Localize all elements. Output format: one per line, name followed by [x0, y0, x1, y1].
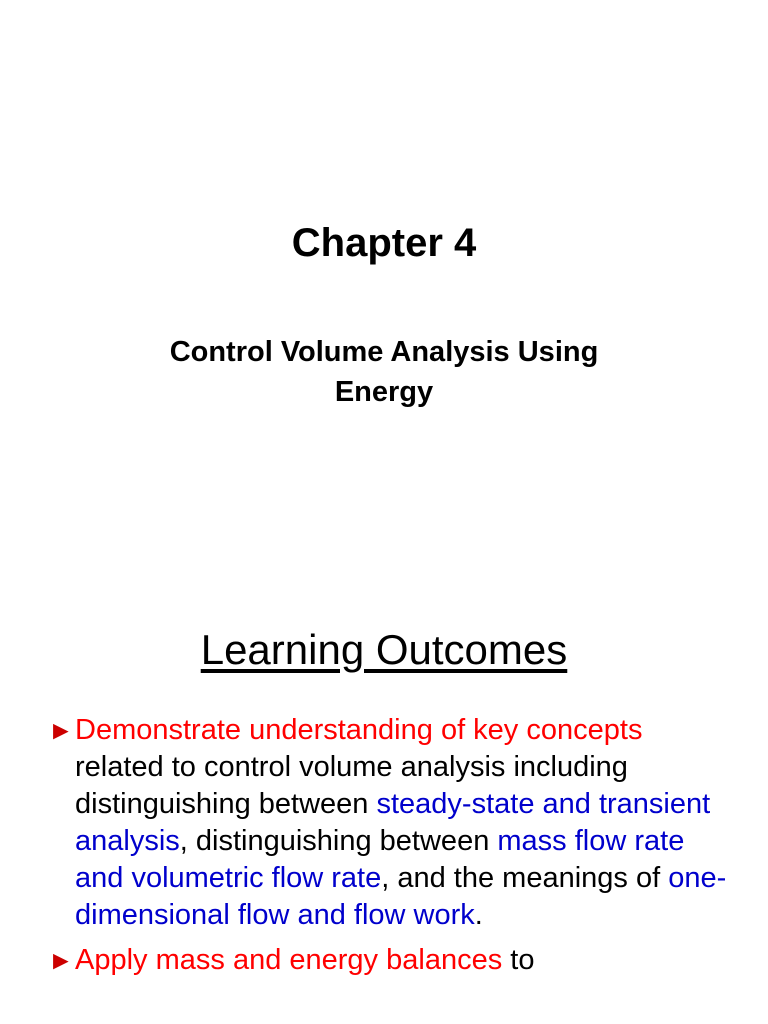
outcome-text-blue: one-dimensional flow and flow work — [75, 862, 727, 931]
section-heading: Learning Outcomes — [200, 626, 568, 673]
outcome-text: to — [502, 944, 535, 976]
outcome-text: , distinguishing between — [179, 825, 498, 857]
outcomes-list — [48, 712, 738, 987]
outcome-text-red: Apply mass and energy balances — [75, 944, 503, 976]
outcome-text: . — [474, 899, 483, 931]
outcome-item — [48, 942, 738, 979]
subtitle-line-2: Energy — [334, 376, 434, 408]
outcome-text-red: Demonstrate understanding of key concepts — [75, 714, 643, 746]
outcome-text: , and the meanings of — [381, 862, 669, 894]
outcome-text-blue: steady-state and transient analysis — [75, 788, 711, 857]
chapter-title: Chapter 4 — [291, 221, 477, 265]
outcome-text: related to control volume analysis including distinguishing between — [75, 751, 628, 820]
learning-outcomes-slide — [0, 512, 768, 1024]
subtitle-line-1: Control Volume Analysis Using — [169, 336, 599, 368]
triangle-bullet-icon: ► — [48, 715, 74, 745]
outcome-text-blue: mass flow rate and volumetric flow rate — [75, 825, 685, 894]
triangle-bullet-icon: ► — [48, 945, 74, 975]
outcome-item — [48, 712, 738, 934]
chapter-subtitle — [100, 332, 668, 412]
